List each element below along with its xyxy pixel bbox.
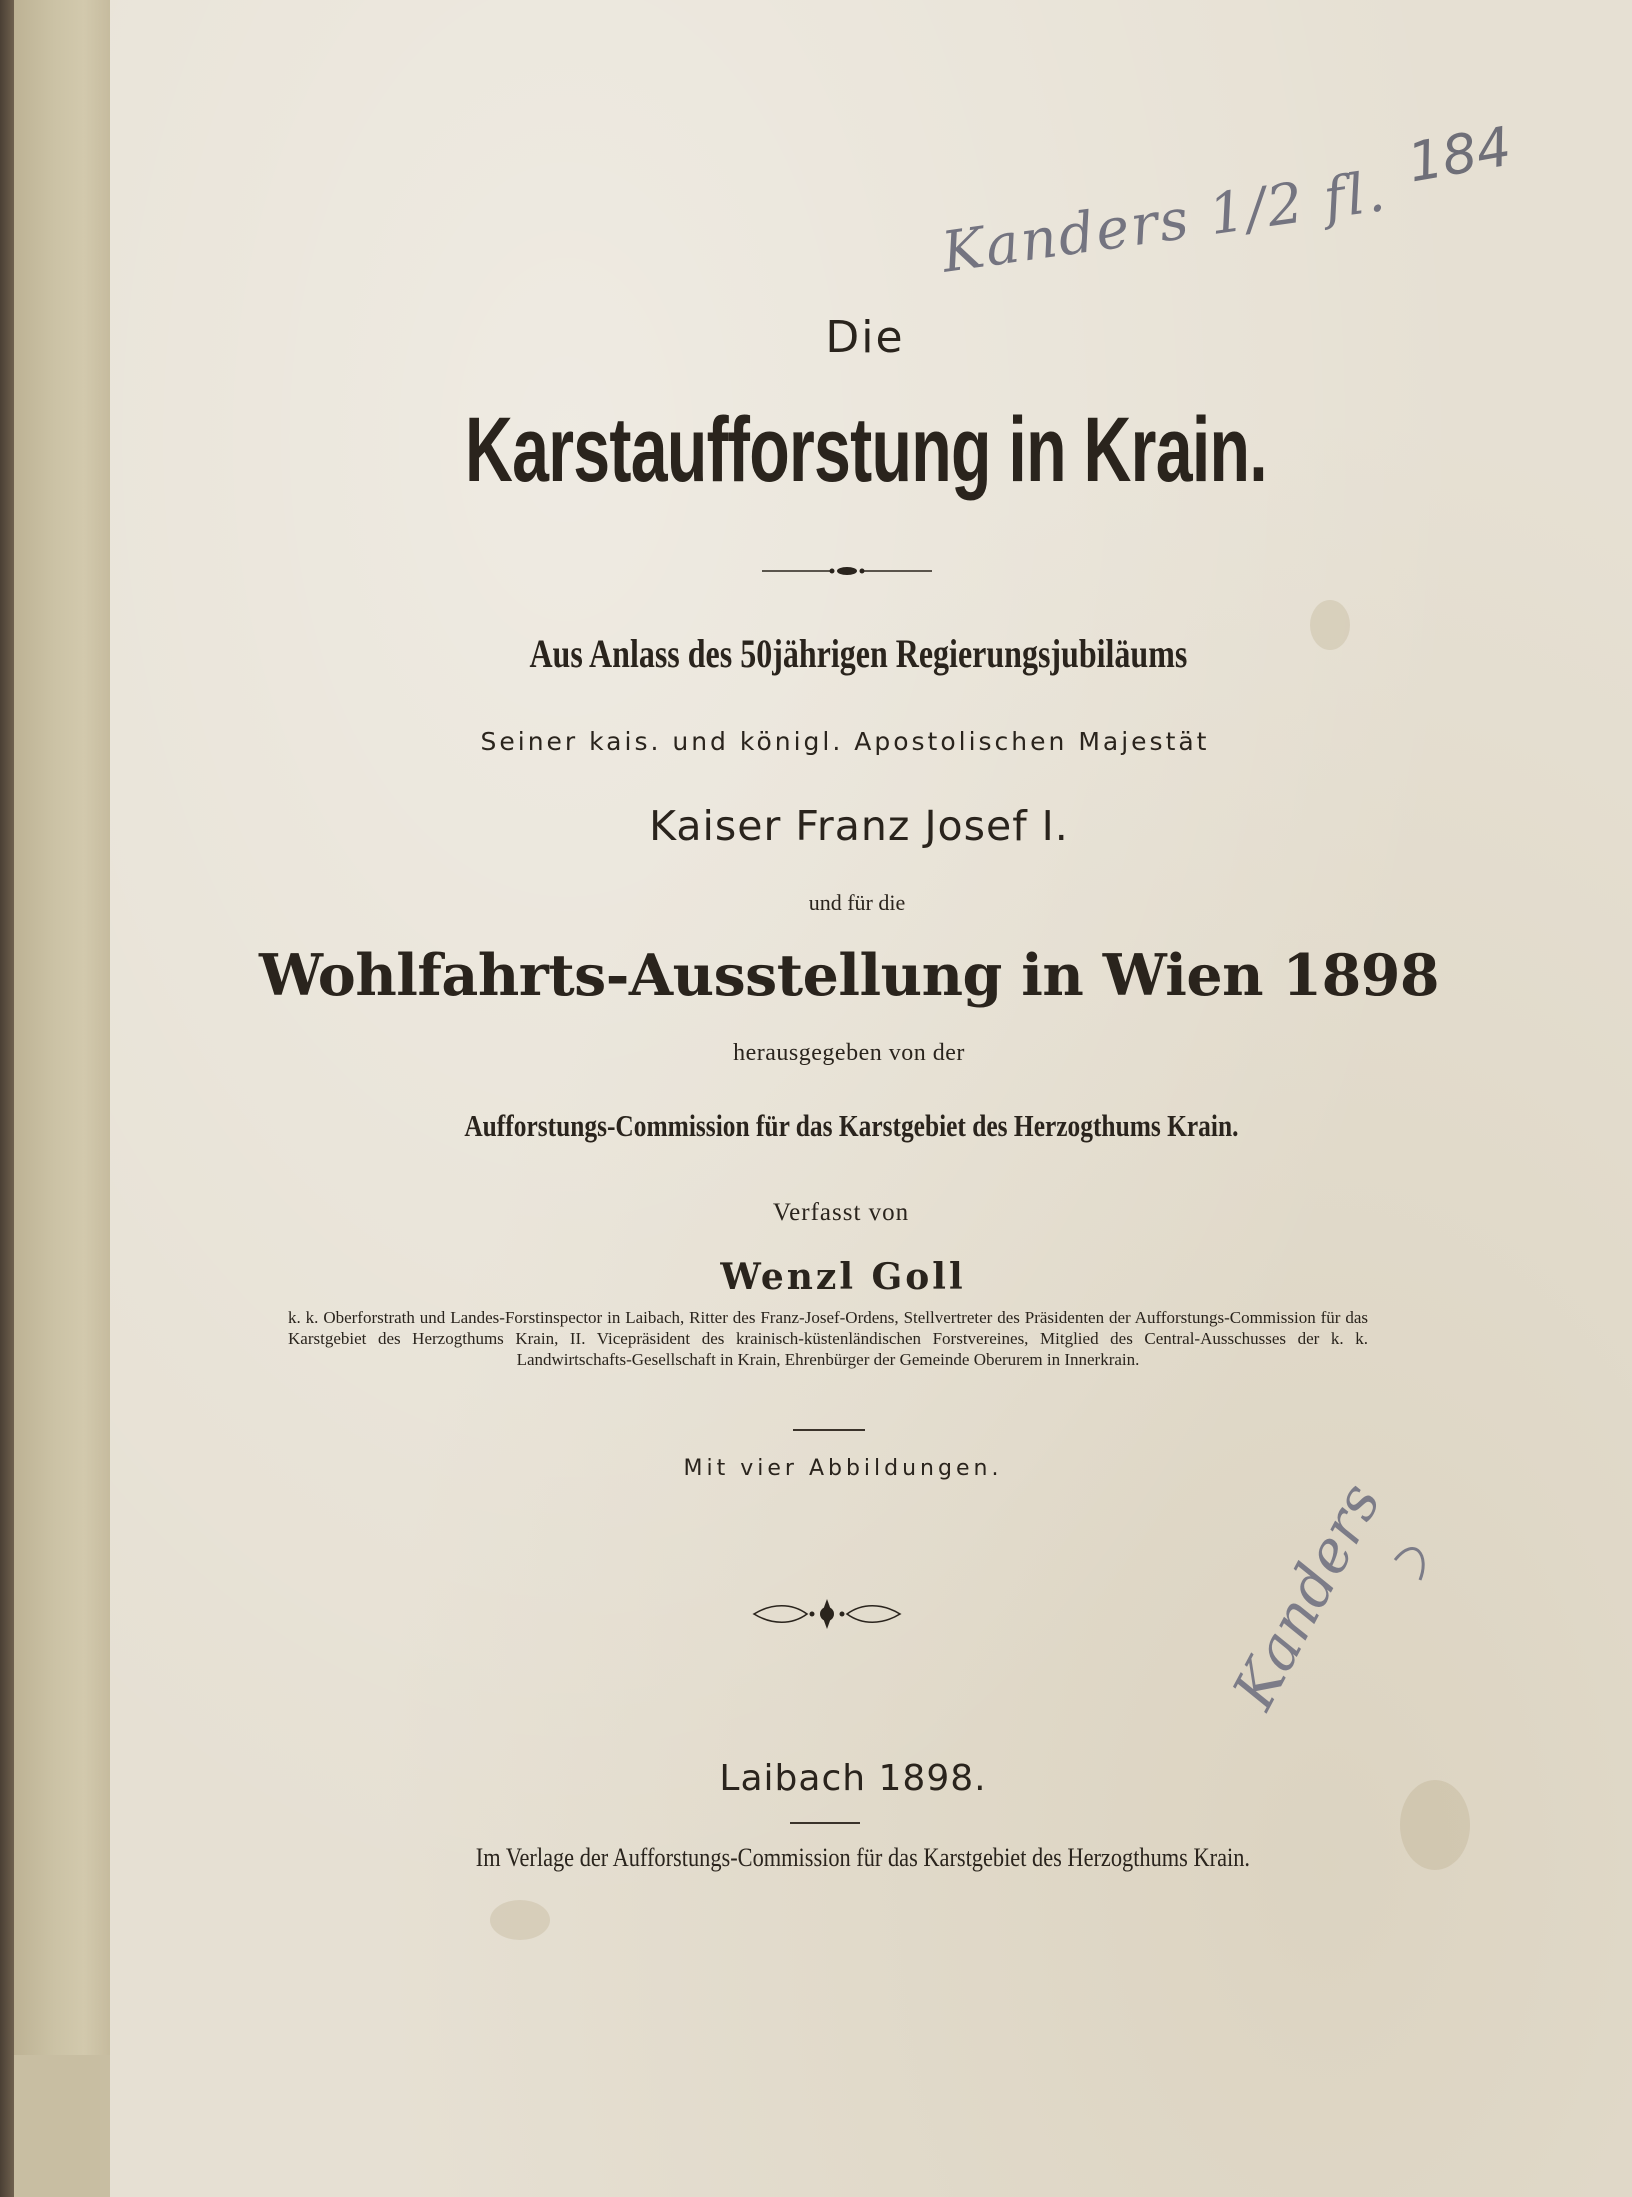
handwritten-number [1400, 115, 1520, 195]
publisher-line: Im Verlage der Aufforstungs-Commission für das Karstgebiet des Herzogthums Krain. [475, 1843, 1250, 1872]
binding-tape [14, 0, 114, 2197]
exhibition-title: Wohlfahrts-Ausstellung in Wien 1898 [258, 942, 1440, 1009]
flourish-ornament [752, 1597, 902, 1631]
handwritten-annotation-text: Kanders 1/2 fl. [937, 158, 1391, 286]
divider-rule [790, 1822, 860, 1824]
place-and-year: Laibach 1898. [719, 1758, 987, 1799]
handwritten-number-text: 184 [1403, 114, 1516, 195]
and-for-line: und für die [808, 890, 906, 915]
handwritten-signature [1180, 1440, 1440, 1760]
handwritten-signature-text: Kanders [1219, 1472, 1394, 1720]
divider-rule [793, 1429, 865, 1431]
illustrations-note: Mit vier Abbildungen. [683, 1456, 1003, 1481]
written-by-label: Verfasst von [772, 1199, 910, 1226]
paper-stain [490, 1900, 550, 1940]
occasion-line: Aus Anlass des 50jährigen Regierungsjubiläums [529, 631, 1188, 676]
page-title: Karstaufforstung in Krain. [464, 399, 1267, 501]
commission-name: Aufforstungs-Commission für das Karstgebiet des Herzogthums Krain. [464, 1108, 1239, 1143]
author-credentials: k. k. Oberforstrath und Landes-Forstinspector in Laibach, Ritter des Franz-Josef-Ordens, Stellvertreter des Präsidenten der Aufforstungs-Commission für das Karstgebiet des Herzogthums Krain, II. Vicepräsident des krainisch-küstenländischen Forstvereines, Mitglied des Central-Ausschusses der k. k. Landwirtschafts-Gesellschaft in Krain, Ehrenbürger der Gemeinde Oberurem in Innerkrain. [288, 1308, 1368, 1369]
title-divider-ornament [762, 564, 932, 578]
handwritten-annotation [930, 158, 1410, 286]
majesty-line: Seiner kais. und königl. Apostolischen Majestät [480, 727, 1210, 756]
published-by-label: herausgegeben von der [733, 1040, 965, 1066]
author-name: Wenzl Goll [720, 1256, 966, 1298]
emperor-name: Kaiser Franz Josef I. [649, 802, 1069, 850]
title-prefix: Die [825, 312, 905, 363]
